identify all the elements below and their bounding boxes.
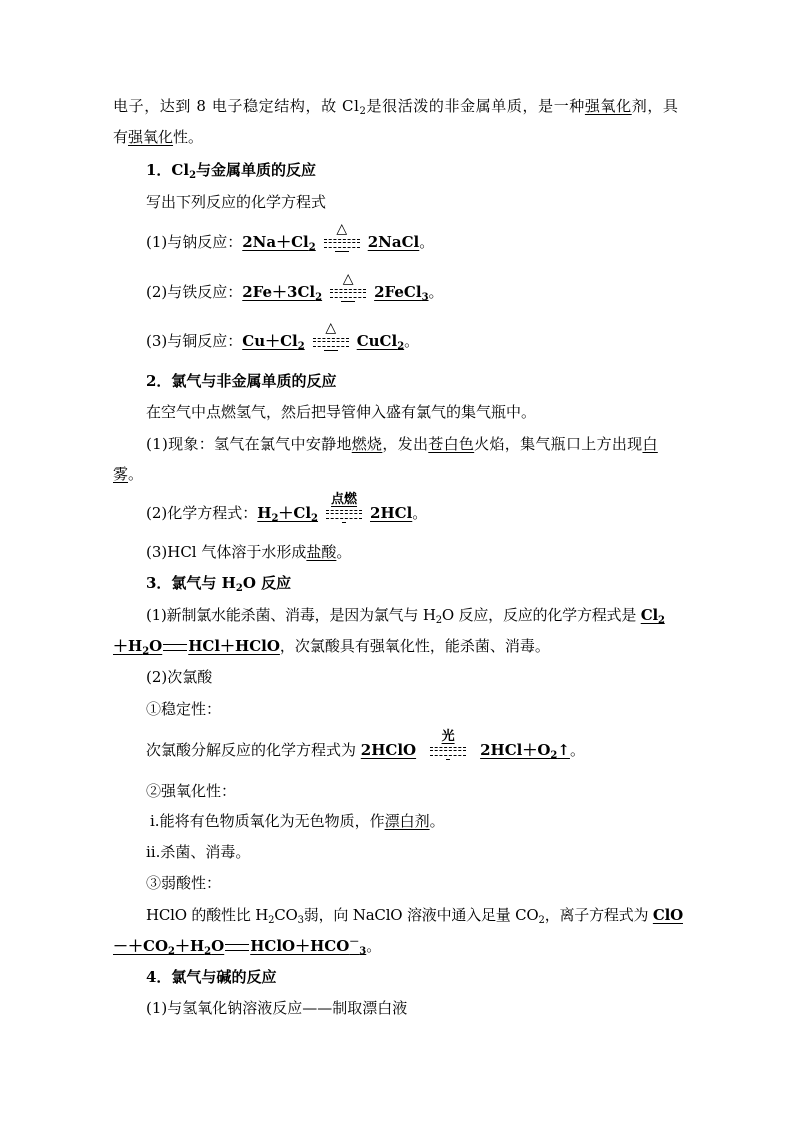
paragraph-line: 电子，达到 8 电子稳定结构，故 $Cl_2$是很活泼的非金属单质，是一种强氧化剂，具 [113,97,679,117]
reaction-hclo: 次氯酸分解反应的化学方程式为 2HClO 光 $2HCl+O_2↑$。 [146,729,585,761]
equation-rhs: 2FeCl$_3$ [374,283,429,303]
equation-lhs: $Cu+Cl_2$ [242,332,305,352]
reaction-hydrogen: (2)化学方程式：$H_2+Cl_2$ 点燃 2HCl。 [146,492,428,524]
reaction-iron: (2)与铁反应：$2Fe+3Cl_2$ △ 2FeCl$_3$。 [146,271,444,303]
paragraph-line: (1)与氢氧化钠溶液反应——制取漂白液 [146,999,408,1017]
equation-lhs: $H_2+Cl_2$ [257,504,319,524]
section-heading-2: 2．氯气与非金属单质的反应 [146,372,337,390]
equation-rhs: CuCl$_2$ [356,332,405,352]
condition-arrow [322,221,362,253]
equation-rhs: 2HCl [370,504,413,522]
paragraph-line: ③弱酸性： [146,874,222,892]
paragraph-line: (1)新制氯水能杀菌、消毒，是因为氯气与 $H_2O$ 反应，反应的化学方程式是 $Cl_2$ [146,606,665,626]
paragraph-line: ②强氧化性： [146,782,237,800]
heat-triangle-icon: △ [336,221,348,237]
underlined-answer: 燃烧 [351,435,383,453]
underlined-answer: 苍白色 [428,435,475,453]
underlined-answer: 白 [642,435,658,453]
equation-lhs: $2Na+Cl_2$ [242,233,316,253]
reaction-sodium: (1)与钠反应：$2Na+Cl_2$ △ 2NaCl。 [146,221,435,253]
ionic-equation-answer: $-+CO_2+H_2O$ $HClO+HCO^-_3$ [113,937,367,957]
paragraph-line: ①稳定性： [146,700,222,718]
heat-triangle-icon: △ [325,320,337,336]
equation-lhs: $2Fe+3Cl_2$ [242,283,323,303]
underlined-answer: $Cl_2$ [640,606,665,626]
equals-sign [163,644,187,651]
condition-arrow [328,271,368,303]
paragraph-line: (2)次氯酸 [146,668,213,686]
instruction-text: 写出下列反应的化学方程式 [146,193,327,211]
paragraph-line: (3)HCl 气体溶于水形成盐酸。 [146,543,352,561]
light-condition: 光 [441,729,455,744]
paragraph-line: 在空气中点燃氢气，然后把导管伸入盛有氯气的集气瓶中。 [146,403,537,421]
paragraph-line: ⅱ.杀菌、消毒。 [146,843,251,861]
paragraph-line: 有强氧化性。 [113,128,204,146]
paragraph-line: $+H_2O$ HCl＋HClO，次氯酸具有强氧化性，能杀菌、消毒。 [113,637,550,657]
paragraph-line: $-+CO_2+H_2O$ $HClO+HCO^-_3$。 [113,937,382,957]
condition-arrow [324,492,364,524]
paragraph-line: 雾。 [113,465,144,483]
heat-triangle-icon: △ [342,271,354,287]
equation-rhs: 2NaCl [367,233,420,251]
section-heading-4: 4．氯气与碱的反应 [146,968,277,986]
underlined-answer: 雾 [113,465,129,483]
reaction-copper: (3)与铜反应：$Cu+Cl_2$ △ CuCl$_2$。 [146,320,420,352]
ignite-condition: 点燃 [331,492,358,507]
condition-arrow [428,729,468,761]
underlined-answer: 盐酸 [306,543,337,561]
underlined-answer: ClO [652,906,683,924]
underlined-answer: 强氧化 [584,97,632,115]
equation-lhs: 2HClO [360,741,417,759]
condition-arrow [311,320,351,352]
underlined-answer: 强氧化 [128,128,174,146]
paragraph-line: (1)现象：氢气在氯气中安静地燃烧，发出苍白色火焰，集气瓶口上方出现白 [146,435,658,453]
equals-sign [225,944,249,951]
paragraph-line: HClO 的酸性比 $H_2CO_3$弱，向 NaClO 溶液中通入足量 $CO_2$，离子方程式为 ClO [146,906,683,926]
section-heading-3: 3．氯气与 $H_2O$ 反应 [146,574,292,594]
paragraph-line: ⅰ.能将有色物质氧化为无色物质，作漂白剂。 [150,812,445,830]
underlined-answer: 漂白剂 [384,812,430,830]
equation-rhs: $2HCl+O_2↑$ [480,741,570,761]
section-heading-1: 1．$Cl_2$与金属单质的反应 [146,161,317,181]
equation-answer: $+H_2O$ HCl＋HClO [113,637,280,657]
